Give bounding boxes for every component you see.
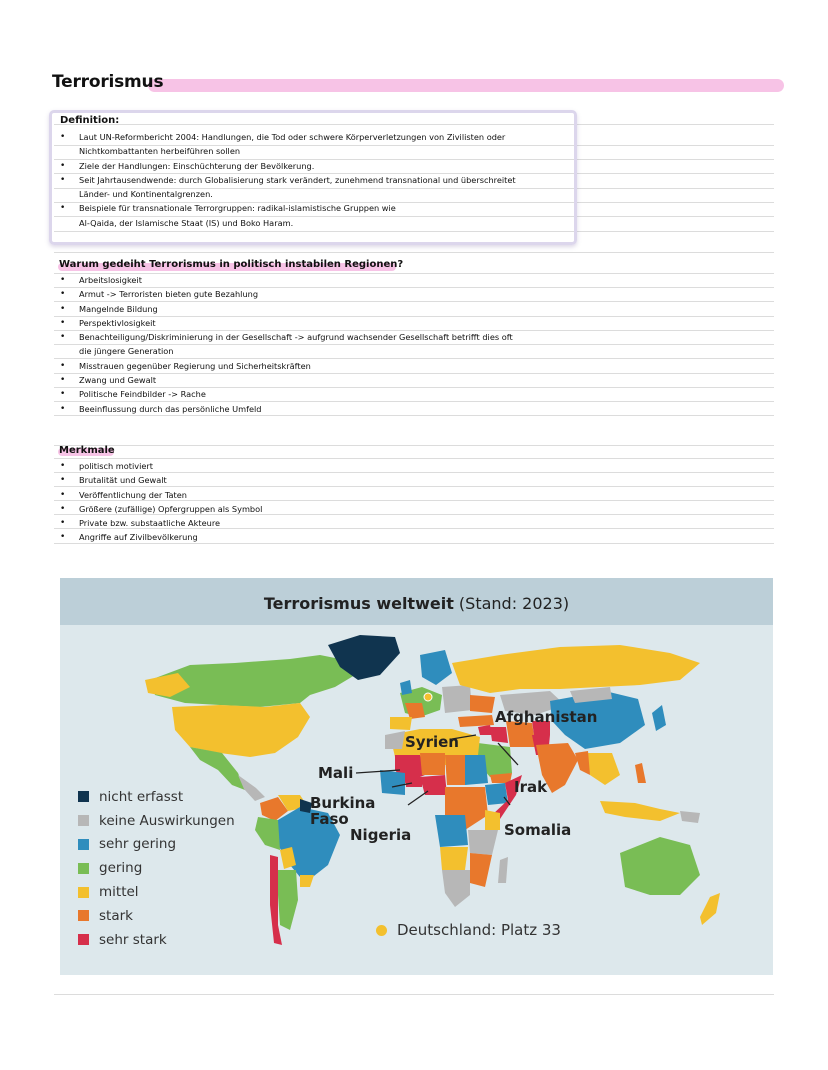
map-region-morocco [385, 731, 405, 749]
legend-item [78, 856, 235, 880]
list-item [58, 459, 598, 473]
legend-item [78, 809, 235, 833]
list-item-text: Zwang und Gewalt [79, 375, 157, 386]
label-nigeria: Nigeria [350, 826, 412, 844]
list-item-text: Beeinflussung durch das persönliche Umfeld [79, 403, 262, 414]
map-region-indonesia [600, 801, 680, 821]
features-list [58, 459, 598, 545]
germany-note-text: Deutschland: Platz 33 [397, 921, 561, 939]
map-region-niger [420, 753, 445, 775]
map-region-southern-africa [442, 870, 470, 907]
legend-label: sehr gering [99, 836, 177, 853]
list-item-text: Misstrauen gegenüber Regierung und Sicherheitskräften [79, 360, 311, 371]
map-title-rest: (Stand: 2023) [453, 594, 570, 613]
definition-heading: Definition: [60, 115, 120, 126]
list-item-text: Arbeitslosigkeit [79, 275, 142, 285]
reasons-heading: Warum gedeiht Terrorismus in politisch instabilen Regionen? [59, 259, 404, 270]
list-item [58, 173, 598, 202]
map-region-east-europe [442, 685, 472, 713]
list-item [58, 387, 598, 401]
list-item-text: Ziele der Handlungen: Einschüchterung der Bevölkerung. [79, 160, 315, 171]
title-highlight [148, 79, 784, 92]
map-region-iraq [490, 727, 508, 743]
features-heading: Merkmale [59, 445, 115, 456]
label-mali: Mali [318, 764, 354, 782]
map-region-ethiopia [485, 783, 508, 805]
map-region-peru [255, 817, 280, 850]
list-item-text: Laut UN-Reformbericht 2004: Handlungen, die Tod oder schwere Körperverletzungen von Zivilisten oder [79, 132, 506, 142]
list-item [58, 473, 598, 487]
label-syrien: Syrien [405, 733, 459, 751]
map-region-angola [440, 847, 468, 870]
list-item-text: Brutalität und Gewalt [79, 475, 167, 486]
legend-swatch [78, 839, 89, 850]
map-region-kenya [485, 810, 500, 830]
map-region-japan [652, 705, 666, 731]
list-item-text: Armut -> Terroristen bieten gute Bezahlung [79, 289, 259, 300]
label-afghanistan: Afghanistan [495, 708, 598, 726]
list-item-text: die jüngere Generation [79, 346, 174, 357]
list-item [58, 316, 598, 330]
legend-item [78, 928, 235, 952]
germany-dot-icon [376, 925, 387, 936]
map-region-tanzania [468, 830, 498, 855]
legend-swatch [78, 934, 89, 945]
map-region-spain [390, 717, 412, 730]
list-item [58, 201, 598, 230]
label-somalia: Somalia [504, 821, 572, 839]
map-region-russia [452, 645, 700, 693]
page-title: Terrorismus [52, 72, 164, 92]
map-region-myanmar [575, 751, 590, 775]
list-item [58, 130, 598, 159]
list-item-text: Politische Feindbilder -> Rache [79, 389, 206, 400]
map-region-papua [680, 811, 700, 823]
leader-line [408, 791, 428, 805]
map-region-chad [445, 755, 465, 785]
legend-swatch [78, 863, 89, 874]
legend-label: stark [99, 907, 133, 924]
map-region-australia [620, 837, 700, 895]
map-region-france [405, 703, 425, 719]
label-burkina: Burkina [310, 794, 376, 812]
map-region-west-africa [380, 770, 405, 795]
list-item [58, 502, 598, 516]
legend-item [78, 785, 235, 809]
legend-swatch [78, 815, 89, 826]
label-irak: Irak [514, 778, 548, 796]
ruled-line [54, 252, 774, 253]
map-region-sudan [465, 755, 488, 785]
list-item [58, 330, 598, 359]
list-item-text: Private bzw. substaatliche Akteure [79, 518, 221, 529]
map-region-southeast-asia [585, 753, 620, 785]
list-item [58, 373, 598, 387]
list-item [58, 530, 598, 544]
list-item-text: Benachteiligung/Diskriminierung in der Gesellschaft -> aufgrund wachsender Gesellschaft betrifft dies oft [79, 332, 513, 343]
map-region-congo [435, 815, 468, 847]
map-region-syria [478, 725, 492, 735]
legend-label: mittel [99, 884, 139, 901]
legend-swatch [78, 791, 89, 802]
list-item-text: Länder- und Kontinentalgrenzen. [79, 189, 213, 200]
map-region-burkina-faso [405, 777, 422, 787]
map-region-new-zealand [700, 893, 720, 925]
legend-item [78, 880, 235, 904]
map-region-ukraine [470, 695, 495, 713]
list-item [58, 402, 598, 416]
legend-label: gering [99, 860, 143, 877]
germany-note [376, 921, 561, 939]
list-item [58, 302, 598, 316]
legend-swatch [78, 910, 89, 921]
list-item [58, 516, 598, 530]
legend-item [78, 833, 235, 857]
map-region-philippines [635, 763, 646, 783]
map-region-nigeria [420, 775, 447, 795]
list-item [58, 359, 598, 373]
list-item-text: Perspektivlosigkeit [79, 317, 156, 328]
reasons-list [58, 273, 598, 416]
legend-label: keine Auswirkungen [99, 812, 235, 829]
map-region-uruguay [300, 875, 314, 887]
list-item-text: Al-Qaida, der Islamische Staat (IS) und Boko Haram. [79, 217, 294, 228]
list-item [58, 287, 598, 301]
list-item-text: Angriffe auf Zivilbevölkerung [79, 532, 198, 543]
list-item [58, 488, 598, 502]
label-faso: Faso [310, 810, 349, 828]
map-region-scandinavia [420, 650, 452, 685]
list-item-text: Größere (zufällige) Opfergruppen als Symbol [79, 503, 263, 514]
map-title [60, 594, 773, 613]
list-item [58, 273, 598, 287]
legend-label: sehr stark [99, 931, 167, 948]
map-region-mozambique [470, 853, 492, 887]
legend-label: nicht erfasst [99, 788, 184, 805]
legend-swatch [78, 887, 89, 898]
map-region-turkey [458, 715, 494, 727]
legend-item [78, 904, 235, 928]
ruled-line [54, 445, 774, 446]
definition-list [58, 130, 598, 230]
list-item [58, 159, 598, 173]
list-item-text: Beispiele für transnationale Terrorgruppen: radikal-islamistische Gruppen wie [79, 203, 396, 214]
list-item-text: politisch motiviert [79, 461, 154, 471]
terrorism-world-map [60, 578, 773, 975]
list-item-text: Veröffentlichung der Taten [79, 489, 187, 500]
map-region-argentina [278, 870, 298, 930]
map-region-uk [400, 680, 412, 695]
map-region-madagascar [498, 857, 508, 883]
ruled-line [54, 994, 774, 995]
map-title-bold: Terrorismus weltweit [263, 594, 454, 613]
list-item-text: Seit Jahrtausendwende: durch Globalisierung stark verändert, zunehmend transnational und überschreitet [79, 174, 516, 185]
germany-marker [424, 693, 432, 701]
map-legend [78, 785, 235, 952]
list-item-text: Mangelnde Bildung [79, 303, 158, 314]
list-item-text: Nichtkombattanten herbeiführen sollen [79, 146, 241, 157]
